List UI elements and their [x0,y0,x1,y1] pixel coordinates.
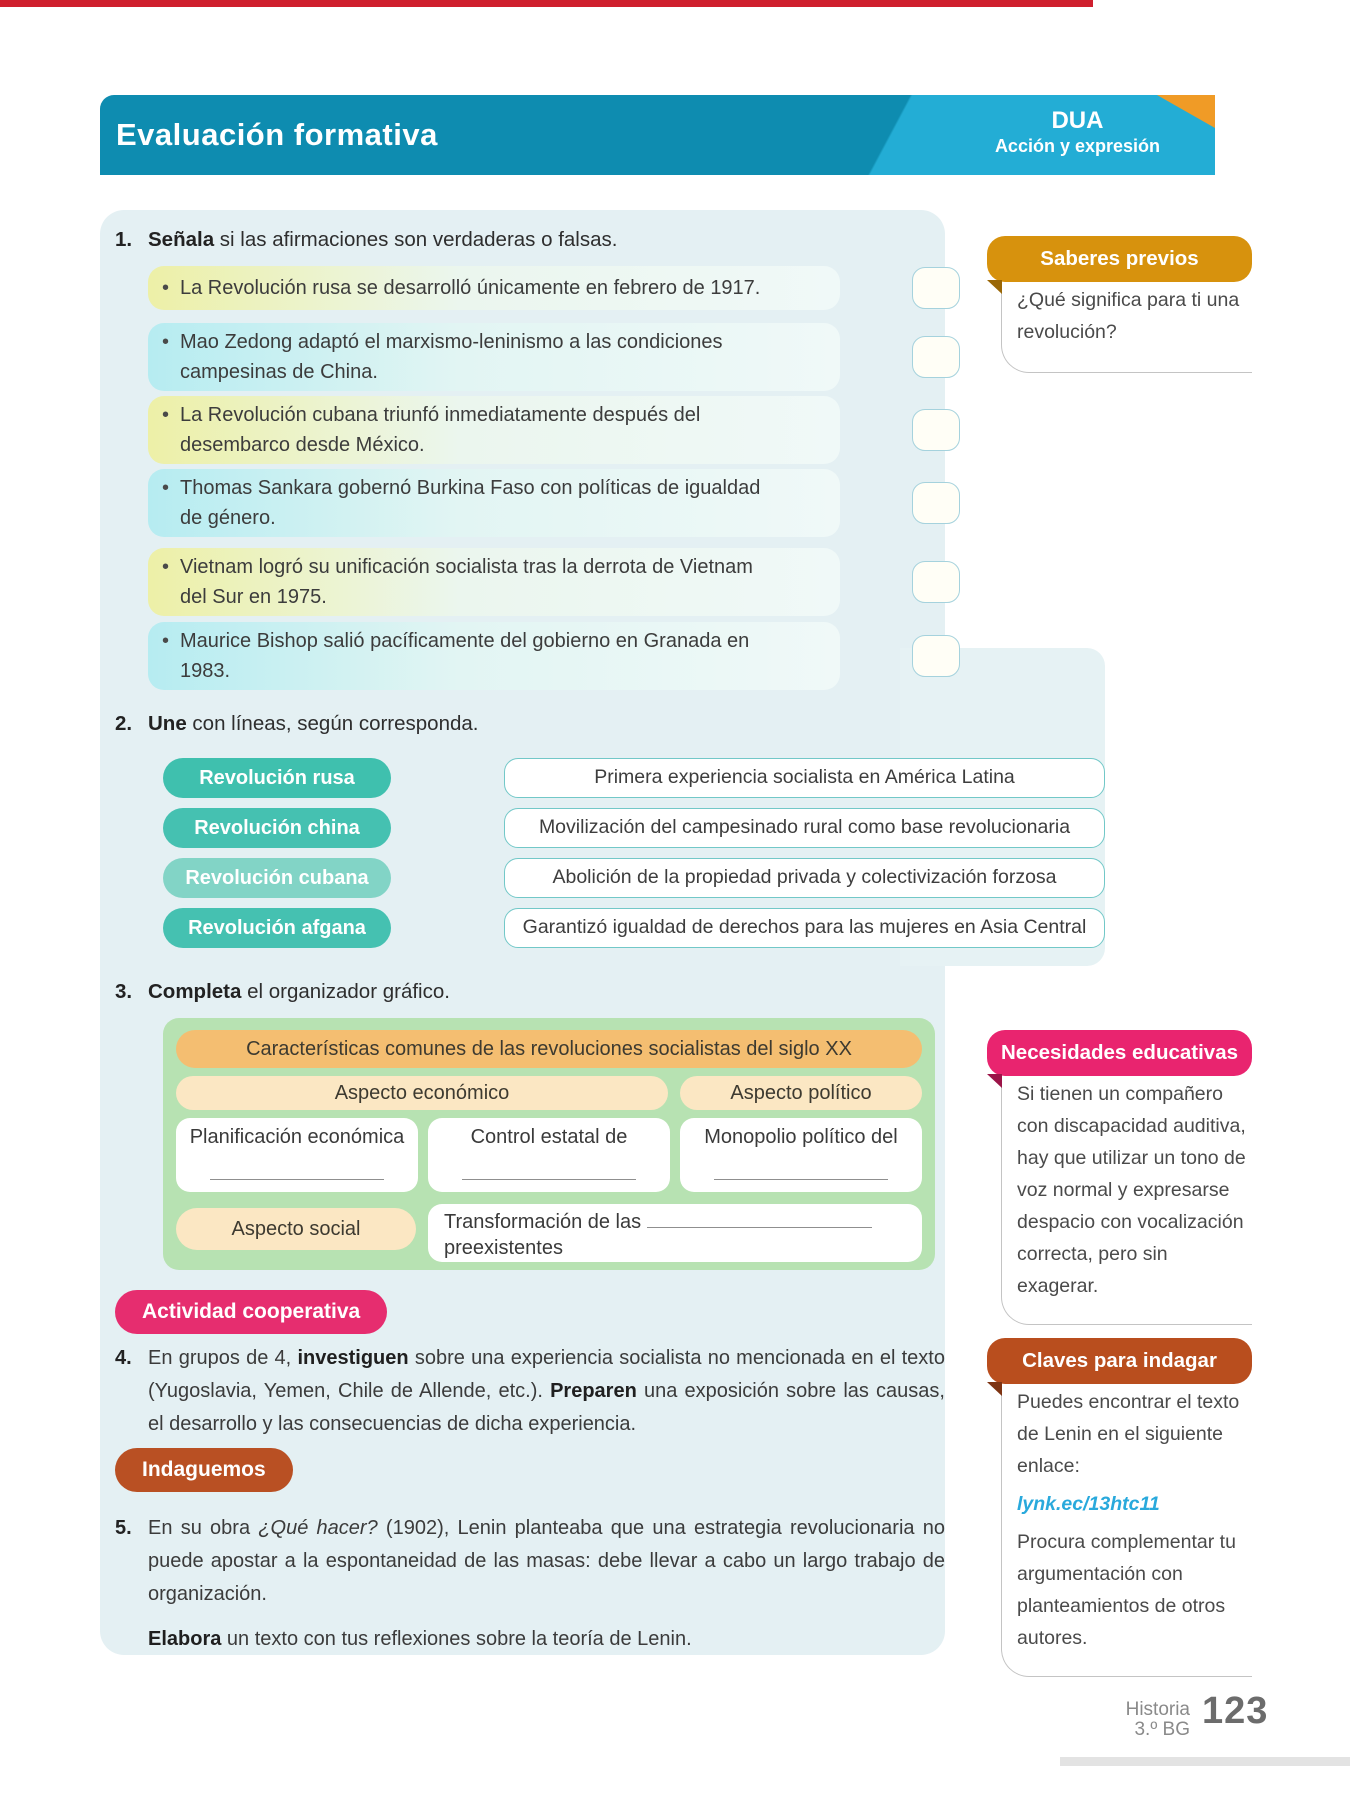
badge-actividad-cooperativa: Actividad cooperativa [115,1290,387,1334]
q1-number: 1. [115,228,133,251]
statement-row [148,266,840,310]
q4-number: 4. [115,1347,132,1369]
organizer-card-transformacion [428,1204,922,1262]
organizer-card-text2: preexistentes [444,1237,563,1259]
statement-text: La Revolución rusa se desarrolló únicamente en febrero de 1917. [180,277,761,299]
match-option[interactable]: Garantizó igualdad de derechos para las mujeres en Asia Central [504,908,1105,948]
answer-checkbox[interactable] [912,482,960,524]
q2-lead: Une [148,712,187,735]
footer-subject: Historia [1125,1699,1190,1720]
sidebar-card-necesidades-header: Necesidades educativas [987,1030,1252,1076]
q1-lead: Señala [148,228,215,251]
q4-bold-preparen: Preparen [550,1380,637,1402]
claves-body-text: Puedes encontrar el texto de Lenin en el siguiente enlace: [1017,1391,1240,1477]
fold-accent [987,1074,1002,1088]
q3-heading-text: el organizador gráfico. [241,980,450,1003]
footer-grade: 3.º BG [1134,1719,1190,1740]
fold-accent [987,1382,1002,1396]
page-title: Evaluación formativa [116,117,438,152]
organizer-card-text: Transformación de las [444,1211,642,1233]
q3-number: 3. [115,980,133,1003]
q5-task: Elabora un texto con tus reflexiones sobre la teoría de Lenin. [148,1628,692,1650]
organizer-card-planificacion [176,1118,418,1192]
statement-row [148,396,840,464]
bullet-icon: • [162,630,170,652]
q5-text: En su obra ¿Qué hacer? (1902), Lenin planteaba que una estrategia revolucionaria no puede apostar a la espontaneidad de las masas: debe llevar a cabo un largo trabajo de organización. [148,1517,945,1605]
q1-heading [115,228,617,252]
sidebar-card-saberes-body: ¿Qué significa para ti una revolución? [1001,268,1252,373]
answer-checkbox[interactable] [912,561,960,603]
bullet-icon: • [162,477,170,499]
q5-book-title: ¿Qué hacer? [258,1517,378,1539]
sidebar-card-claves-header: Claves para indagar [987,1338,1252,1384]
fill-in-blank[interactable] [210,1179,384,1180]
organizer-card-text: Planificación económica [189,1126,405,1148]
statement-row [148,622,840,690]
bullet-icon: • [162,277,170,299]
aspect-economic-label: Aspecto económico [176,1076,668,1110]
sidebar-card-saberes-header: Saberes previos [987,236,1252,282]
match-option[interactable]: Movilización del campesinado rural como base revolucionaria [504,808,1105,848]
q2-heading-text: con líneas, según corresponda. [186,712,479,735]
organizer-card-text: Control estatal de [470,1126,628,1148]
q4-paragraph [115,1342,945,1441]
organizer-card-control [428,1118,670,1192]
organizer-card-monopolio [680,1118,922,1192]
q4-text: En grupos de 4, investiguen sobre una experiencia socialista no mencionada en el texto (Yugoslavia, Yemen, Chile de Allende, etc.). Preparen una exposición sobre las causas, el desarrollo y las consecuencias de dicha experiencia. [148,1347,945,1435]
corner-accent [1157,95,1215,128]
fill-in-blank[interactable] [647,1213,872,1228]
q3-heading [115,980,450,1004]
q3-lead: Completa [148,980,242,1003]
top-red-bar [0,0,1093,7]
footer-subject-grade [1055,1700,1190,1740]
header-banner [100,95,1215,175]
q1-heading-text: si las afirmaciones son verdaderas o falsas. [214,228,618,251]
answer-checkbox[interactable] [912,409,960,451]
statement-row [148,548,840,616]
answer-checkbox[interactable] [912,267,960,309]
page-number: 123 [1202,1690,1269,1732]
statement-row [148,469,840,537]
badge-indaguemos: Indaguemos [115,1448,293,1492]
organizer-card-text: Monopolio político del [704,1126,898,1148]
statement-text: Mao Zedong adaptó el marxismo-leninismo a las condiciones campesinas de China. [180,331,723,383]
aspect-political-label: Aspecto político [680,1076,922,1110]
graphic-organizer [163,1018,935,1270]
fold-accent [987,280,1002,294]
dua-subtitle: Acción y expresión [994,136,1160,156]
revolution-pill-china[interactable]: Revolución china [163,808,391,848]
revolution-pill-cubana[interactable]: Revolución cubana [163,858,391,898]
fill-in-blank[interactable] [714,1179,888,1180]
bullet-icon: • [162,556,170,578]
statement-text: La Revolución cubana triunfó inmediatamente después del desembarco desde México. [180,404,701,456]
answer-checkbox[interactable] [912,635,960,677]
q2-number: 2. [115,712,133,735]
q4-bold-investiguen: investiguen [297,1347,409,1369]
q5-paragraph [115,1512,945,1611]
revolution-pill-rusa[interactable]: Revolución rusa [163,758,391,798]
dua-label [995,108,1160,158]
sidebar-card-necesidades-body: Si tienen un compañero con discapacidad auditiva, hay que utilizar un tono de voz normal y expresarse despacio con vocalización correcta, pero sin exagerar. [1001,1062,1252,1325]
match-option[interactable]: Abolición de la propiedad privada y colectivización forzosa [504,858,1105,898]
statement-text: Thomas Sankara gobernó Burkina Faso con políticas de igualdad de género. [180,477,761,529]
revolution-pill-afgana[interactable]: Revolución afgana [163,908,391,948]
match-option[interactable]: Primera experiencia socialista en América Latina [504,758,1105,798]
q5-lead-elabora: Elabora [148,1628,222,1650]
bullet-icon: • [162,404,170,426]
statement-text: Maurice Bishop salió pacíficamente del gobierno en Granada en 1983. [180,630,750,682]
bullet-icon: • [162,331,170,353]
aspect-social-label: Aspecto social [176,1208,416,1250]
statement-row [148,323,840,391]
fill-in-blank[interactable] [462,1179,636,1180]
answer-checkbox[interactable] [912,336,960,378]
q2-heading [115,712,478,736]
footer-bar [1060,1757,1350,1766]
statement-text: Vietnam logró su unificación socialista tras la derrota de Vietnam del Sur en 1975. [180,556,753,608]
sidebar-card-claves-body [1001,1370,1252,1677]
organizer-title: Características comunes de las revoluciones socialistas del siglo XX [176,1030,922,1068]
resource-link[interactable]: lynk.ec/13htc11 [1017,1493,1160,1515]
dua-title: DUA [1051,107,1104,134]
claves-body-text2: Procura complementar tu argumentación con planteamientos de otros autores. [1017,1531,1236,1649]
q5-number: 5. [115,1517,132,1539]
